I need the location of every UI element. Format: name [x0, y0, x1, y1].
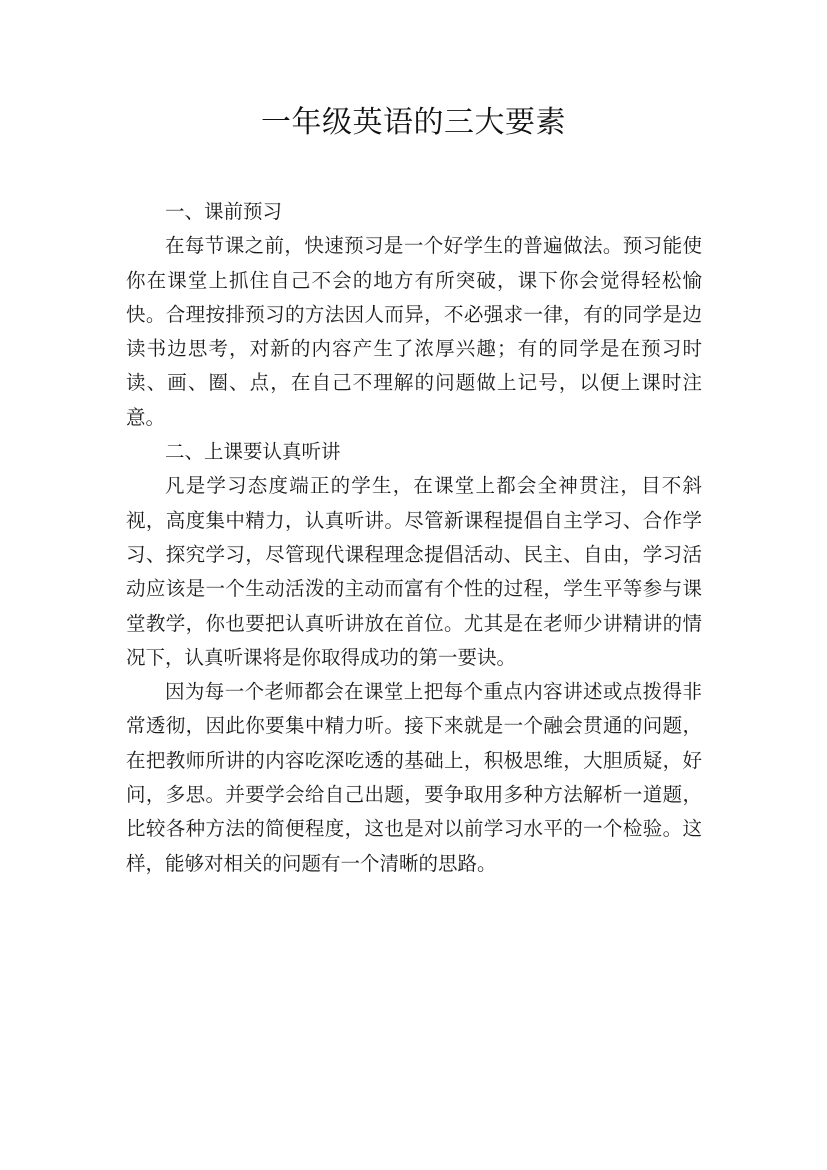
paragraph-teacher-focus: 因为每一个老师都会在课堂上把每个重点内容讲述或点拨得非常透彻，因此你要集中精力听。接下来就是一个融会贯通的问题，在把教师所讲的内容吃深吃透的基础上，积极思维，大胆质疑，好问，多思。并要学会给自己出题，要争取用多种方法解析一道题，比较各种方法的简便程度，这也是对以前学习水平的一个检验。这样，能够对相关的问题有一个清晰的思路。 [126, 680, 702, 875]
paragraph-listening: 凡是学习态度端正的学生，在课堂上都会全神贯注，目不斜视，高度集中精力，认真听讲。尽管新课程提倡自主学习、合作学习、探究学习，尽管现代课程理念提倡活动、民主、自由，学习活动应该是一个生动活泼的主动而富有个性的过程，学生平等参与课堂教学，你也要把认真听讲放在首位。尤其是在老师少讲精讲的情况下，认真听课将是你取得成功的第一要诀。 [126, 474, 702, 669]
section-heading-listening: 二、上课要认真听讲 [165, 440, 341, 464]
document-body [126, 195, 702, 881]
section-heading-preview: 一、课前预习 [165, 200, 283, 223]
paragraph-preview: 在每节课之前，快速预习是一个好学生的普遍做法。预习能使你在课堂上抓住自己不会的地方有所突破，课下你会觉得轻松愉快。合理按排预习的方法因人而异，不必强求一律，有的同学是边读书边思考，对新的内容产生了浓厚兴趣；有的同学是在预习时读、画、圈、点，在自己不理解的问题做上记号，以便上课时注意。 [126, 234, 702, 429]
document-title: 一年级英语的三大要素 [261, 105, 566, 140]
